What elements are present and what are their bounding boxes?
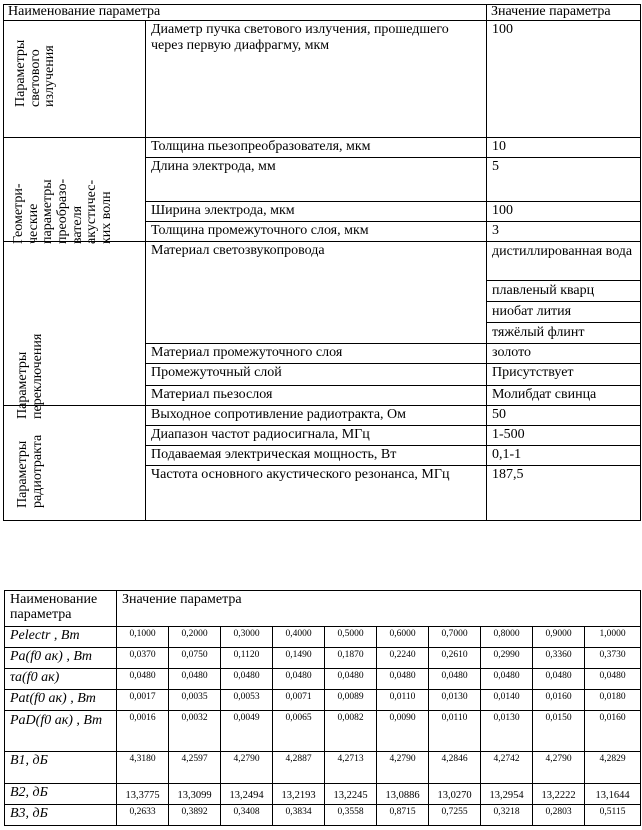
value-cell: 0,0480 [533, 669, 585, 690]
value-cell: 0,0032 [169, 711, 221, 752]
value-cell: 4,2790 [533, 752, 585, 784]
value-cell: 4,2790 [377, 752, 429, 784]
table-row [5, 784, 641, 805]
value-cell: 0,6000 [377, 627, 429, 648]
param-name: B1, дБ [5, 752, 117, 784]
table-row [5, 648, 641, 669]
value-cell: 0,0130 [481, 711, 533, 752]
param-name: Выходное сопротивление радиотракта, Ом [146, 405, 487, 425]
value-cell: 0,0480 [585, 669, 641, 690]
value-cell: 1,0000 [585, 627, 641, 648]
value-cell: 0,2610 [429, 648, 481, 669]
value-cell: 0,3892 [169, 805, 221, 826]
value-cell: 0,0180 [585, 690, 641, 711]
param-name: Pelectr , Bm [5, 627, 117, 648]
value-cell: 0,0035 [169, 690, 221, 711]
param-value: 1-500 [487, 425, 641, 445]
param-name: Толщина пьезопреобразователя, мкм [146, 137, 487, 157]
param-name: Материал светозвукопровода [146, 241, 487, 343]
value-cell: 0,2633 [117, 805, 169, 826]
value-cell: 0,0089 [325, 690, 377, 711]
param-name: B3, дБ [5, 805, 117, 826]
value-cell: 4,2713 [325, 752, 377, 784]
value-cell: 4,2829 [585, 752, 641, 784]
value-cell: 0,0160 [585, 711, 641, 752]
value-cell: 13,2494 [221, 784, 273, 805]
value-cell: 13,0886 [377, 784, 429, 805]
value-cell: 13,2222 [533, 784, 585, 805]
value-cell: 0,0090 [377, 711, 429, 752]
param-name: Ширина электрода, мкм [146, 201, 487, 221]
value-cell: 0,0065 [273, 711, 325, 752]
value-cell: 0,1000 [117, 627, 169, 648]
value-cell: 13,0270 [429, 784, 481, 805]
param-name: Материал пьезослоя [146, 385, 487, 405]
table-row [5, 711, 641, 752]
value-cell: 0,0480 [221, 669, 273, 690]
value-cell: 0,3558 [325, 805, 377, 826]
value-cell: 0,9000 [533, 627, 585, 648]
value-cell: 0,0082 [325, 711, 377, 752]
value-cell: 0,2000 [169, 627, 221, 648]
value-cell: 0,0480 [169, 669, 221, 690]
value-cell: 0,2990 [481, 648, 533, 669]
value-cell: 0,0370 [117, 648, 169, 669]
value-cell: 0,8715 [377, 805, 429, 826]
table-row [5, 752, 641, 784]
value-cell: 0,0110 [429, 711, 481, 752]
header-param: Наименование параметра [5, 591, 117, 627]
param-name: Частота основного акустического резонанса, МГц [146, 465, 487, 520]
group-label: Геометри- ческие параметры преобразо- вателя акустичес- ких волн [4, 137, 146, 241]
value-cell: 0,0160 [533, 690, 585, 711]
param-value: золото [487, 343, 641, 363]
value-cell: 0,3000 [221, 627, 273, 648]
param-value: 0,1-1 [487, 445, 641, 465]
value-cell: 0,3218 [481, 805, 533, 826]
value-cell: 0,8000 [481, 627, 533, 648]
value-cell: 0,0480 [325, 669, 377, 690]
value-cell: 0,0110 [377, 690, 429, 711]
parameters-table [3, 4, 641, 521]
param-value: 187,5 [487, 465, 641, 520]
value-cell: 0,2803 [533, 805, 585, 826]
value-cell: 0,0017 [117, 690, 169, 711]
value-cell: 0,0049 [221, 711, 273, 752]
param-name: Длина электрода, мм [146, 157, 487, 201]
table-row [4, 137, 641, 157]
param-name: PaD(f0 ак) , Bm [5, 711, 117, 752]
table-row [5, 627, 641, 648]
value-cell: 4,2790 [221, 752, 273, 784]
value-cell: 0,0150 [533, 711, 585, 752]
value-cell: 0,3730 [585, 648, 641, 669]
header-param: Наименование параметра [4, 5, 487, 21]
value-cell: 0,7255 [429, 805, 481, 826]
value-cell: 0,1120 [221, 648, 273, 669]
value-cell: 4,2597 [169, 752, 221, 784]
header-value: Значение параметра [487, 5, 641, 21]
value-cell: 4,2742 [481, 752, 533, 784]
table-row [4, 405, 641, 425]
value-cell: 0,7000 [429, 627, 481, 648]
value-cell: 0,0071 [273, 690, 325, 711]
table-row [5, 669, 641, 690]
value-cell: 0,0750 [169, 648, 221, 669]
table-row [5, 690, 641, 711]
value-cell: 0,1870 [325, 648, 377, 669]
value-cell: 0,0480 [117, 669, 169, 690]
value-cell: 0,5115 [585, 805, 641, 826]
value-cell: 0,0053 [221, 690, 273, 711]
table-row [4, 20, 641, 137]
param-value: Молибдат свинца [487, 385, 641, 405]
value-cell: 0,2240 [377, 648, 429, 669]
value-cell: 0,0480 [377, 669, 429, 690]
value-cell: 0,0480 [429, 669, 481, 690]
param-value: Присутствует [487, 363, 641, 385]
param-name: Диаметр пучка светового излучения, прошедшего через первую диафрагму, мкм [146, 20, 487, 137]
param-name: Pat(f0 ак) , Bm [5, 690, 117, 711]
value-cell: 4,3180 [117, 752, 169, 784]
value-cell: 0,0480 [481, 669, 533, 690]
group-label: Параметры переключения [4, 241, 146, 405]
table-row [5, 805, 641, 826]
param-value-list: дистиллированная вода плавленый кварц ниобат лития тяжёлый флинт [487, 241, 641, 343]
param-name: B2, дБ [5, 784, 117, 805]
param-name: Промежуточный слой [146, 363, 487, 385]
value-cell: 0,4000 [273, 627, 325, 648]
group-label: Параметры радиотракта [4, 405, 146, 520]
value-cell: 0,3834 [273, 805, 325, 826]
value-cell: 0,0016 [117, 711, 169, 752]
table-header-row [5, 591, 641, 627]
table-header-row [4, 5, 641, 21]
param-name: Подаваемая электрическая мощность, Вт [146, 445, 487, 465]
value-cell: 0,0130 [429, 690, 481, 711]
param-value: 5 [487, 157, 641, 201]
value-cell: 0,3360 [533, 648, 585, 669]
value-cell: 13,3099 [169, 784, 221, 805]
value-cell: 0,5000 [325, 627, 377, 648]
param-name: Толщина промежуточного слоя, мкм [146, 221, 487, 241]
header-value: Значение параметра [117, 591, 641, 627]
value-cell: 0,1490 [273, 648, 325, 669]
param-value: 100 [487, 201, 641, 221]
value-cell: 0,3408 [221, 805, 273, 826]
param-value: 3 [487, 221, 641, 241]
group-label: Параметры светового излучения [4, 20, 146, 137]
value-cell: 4,2846 [429, 752, 481, 784]
power-table [4, 590, 641, 826]
param-value: 10 [487, 137, 641, 157]
param-value: 100 [487, 20, 641, 137]
param-name: τa(f0 ак) [5, 669, 117, 690]
value-cell: 0,0480 [273, 669, 325, 690]
value-cell: 0,0140 [481, 690, 533, 711]
param-name: Диапазон частот радиосигнала, МГц [146, 425, 487, 445]
param-name: Материал промежуточного слоя [146, 343, 487, 363]
value-cell: 4,2887 [273, 752, 325, 784]
value-cell: 13,2245 [325, 784, 377, 805]
param-name: Pa(f0 ак) , Bm [5, 648, 117, 669]
value-cell: 13,3775 [117, 784, 169, 805]
param-value: 50 [487, 405, 641, 425]
table-row [4, 241, 641, 343]
value-cell: 13,2193 [273, 784, 325, 805]
value-cell: 13,2954 [481, 784, 533, 805]
value-cell: 13,1644 [585, 784, 641, 805]
